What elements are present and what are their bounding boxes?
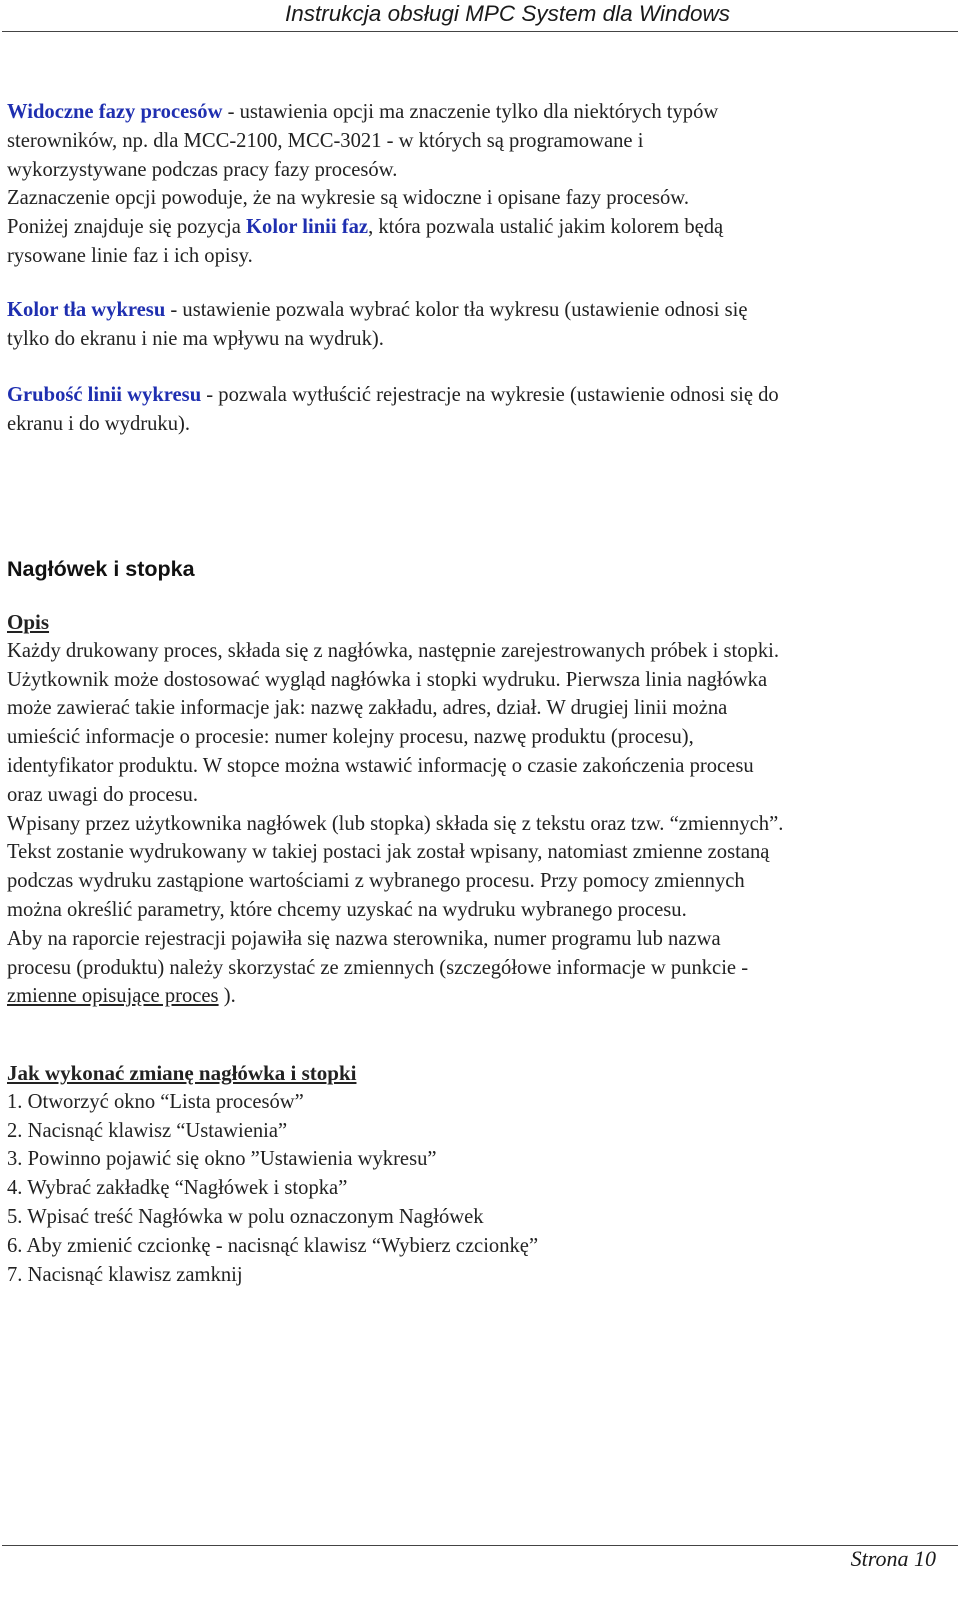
- thickness-line: ekranu i do wydruku).: [7, 412, 191, 435]
- thickness-term: Grubość linii wykresu: [7, 384, 202, 406]
- phases-text: - ustawienia opcji ma znaczenie tylko dla niektórych typów: [222, 101, 719, 123]
- page-header: [0, 0, 960, 32]
- background-term: Kolor tła wykresu: [7, 299, 166, 321]
- description-line: Tekst zostanie wydrukowany w takiej postaci jak został wpisany, natomiast zmienne zostaną: [7, 841, 770, 864]
- phases-paragraph: [7, 98, 947, 271]
- description-label: Opis: [7, 610, 50, 634]
- background-paragraph: [7, 296, 947, 354]
- howto-step: 4. Wybrać zakładkę “Nagłówek i stopka”: [7, 1177, 348, 1200]
- description-line: może zawierać takie informacje jak: nazwę zakładu, adres, dział. W drugiej linii można: [7, 697, 728, 720]
- howto-step: 6. Aby zmienić czcionkę - nacisnąć klawisz “Wybierz czcionkę”: [7, 1234, 539, 1257]
- phases-text: , która pozwala ustalić jakim kolorem będą: [368, 216, 724, 239]
- description-line: identyfikator produktu. W stopce można wstawić informację o czasie zakończenia procesu: [7, 754, 754, 777]
- background-text: - ustawienie pozwala wybrać kolor tła wykresu (ustawienie odnosi się: [165, 299, 748, 321]
- footer-divider: [2, 1545, 958, 1546]
- description-line: Wpisany przez użytkownika nagłówek (lub stopka) składa się z tekstu oraz tzw. “zmiennych”.: [7, 812, 784, 835]
- description-line: Każdy drukowany proces, składa się z nagłówka, następnie zarejestrowanych próbek i stopki.: [7, 639, 780, 662]
- section-title: Nagłówek i stopka: [7, 557, 195, 581]
- howto-block: [7, 1059, 947, 1289]
- howto-step: 7. Nacisnąć klawisz zamknij: [7, 1263, 243, 1286]
- background-line: tylko do ekranu i nie ma wpływu na wydruk).: [7, 327, 384, 350]
- phases-line: wykorzystywane podczas pracy fazy procesów.: [7, 158, 398, 181]
- variables-link[interactable]: zmienne opisujące proces: [7, 985, 219, 1008]
- howto-title: Jak wykonać zmianę nagłówka i stopki: [7, 1061, 357, 1085]
- description-line: można określić parametry, które chcemy uzyskać na wydruku wybranego procesu.: [7, 898, 687, 921]
- description-line: podczas wydruku zastąpione wartościami z wybranego procesu. Przy pomocy zmiennych: [7, 870, 745, 893]
- howto-step: 1. Otworzyć okno “Lista procesów”: [7, 1090, 304, 1113]
- howto-step: 2. Nacisnąć klawisz “Ustawienia”: [7, 1119, 288, 1142]
- phases-line: Zaznaczenie opcji powoduje, że na wykresie są widoczne i opisane fazy procesów.: [7, 187, 689, 210]
- phases-text: Poniżej znajduje się pozycja: [7, 216, 247, 239]
- thickness-paragraph: [7, 381, 947, 439]
- description-line: procesu (produktu) należy skorzystać ze zmiennych (szczegółowe informacje w punkcie -: [7, 956, 749, 979]
- howto-step: 5. Wpisać treść Nagłówka w polu oznaczonym Nagłówek: [7, 1205, 484, 1228]
- description-line: Aby na raporcie rejestracji pojawiła się nazwa sterownika, numer programu lub nazwa: [7, 927, 721, 950]
- howto-step: 3. Powinno pojawić się okno ”Ustawienia wykresu”: [7, 1148, 437, 1171]
- description-block: [7, 608, 947, 1011]
- phase-color-term: Kolor linii faz: [246, 216, 369, 239]
- page-number: Strona 10: [850, 1546, 936, 1571]
- description-line: oraz uwagi do procesu.: [7, 783, 198, 806]
- thickness-text: - pozwala wytłuścić rejestracje na wykresie (ustawienie odnosi się do: [201, 384, 779, 406]
- phases-term: Widoczne fazy procesów: [7, 101, 223, 123]
- description-text: ).: [218, 985, 236, 1008]
- description-line: umieścić informacje o procesie: numer kolejny procesu, nazwę produktu (procesu),: [7, 726, 694, 749]
- phases-line: sterowników, np. dla MCC-2100, MCC-3021 - w których są programowane i: [7, 129, 644, 152]
- header-divider: [2, 31, 958, 32]
- phases-line: rysowane linie faz i ich opisy.: [7, 244, 253, 267]
- document-title: Instrukcja obsługi MPC System dla Windows: [285, 1, 730, 26]
- description-line: Użytkownik może dostosować wygląd nagłówka i stopki wydruku. Pierwsza linia nagłówka: [7, 668, 768, 691]
